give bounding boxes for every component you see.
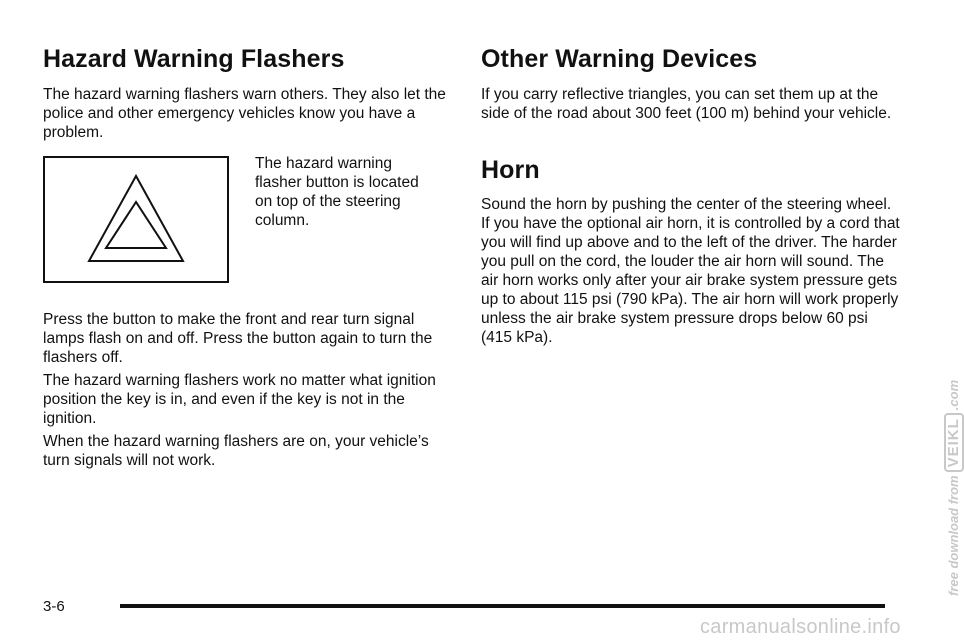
side-watermark: [944, 380, 964, 596]
watermark-prefix: free download from: [946, 475, 961, 596]
footer-divider: [120, 604, 885, 608]
hazard-paragraph-2: The hazard warning flashers work no matter what ignition position the key is in, and even if the key is not in the ignition.: [43, 372, 436, 427]
horn-paragraph: Sound the horn by pushing the center of the steering wheel. If you have the optional air horn, it is controlled by a cord that you will find up above and to the left of the driver. The harder you pull on the cord, the louder the air horn will sound. The air horn works only after your air brake system pressure gets up to about 115 psi (790 kPa). The air horn will work properly unless the air brake system pressure drops below 60 psi (415 kPa).: [481, 196, 900, 346]
hazard-paragraph-3: When the hazard warning flashers are on, your vehicle’s turn signals will not work.: [43, 433, 429, 469]
hazard-intro-paragraph: The hazard warning flashers warn others. They also let the police and other emergency vehicles know you have a problem.: [43, 86, 446, 141]
page-number: 3-6: [43, 598, 65, 615]
section-heading-horn: Horn: [481, 156, 540, 184]
watermark-brand: VEIKL: [944, 413, 964, 472]
watermark-suffix: .com: [946, 379, 961, 411]
figure-caption: The hazard warning flasher button is located on top of the steering column.: [255, 155, 419, 229]
other-warning-devices-paragraph: If you carry reflective triangles, you can set them up at the side of the road about 300 feet (100 m) behind your vehicle.: [481, 86, 892, 122]
hazard-paragraph-1: Press the button to make the front and rear turn signal lamps flash on and off. Press the button again to turn the flashers off.: [43, 311, 433, 366]
hazard-triangle-icon: [45, 158, 227, 281]
section-heading-other-warning-devices: Other Warning Devices: [481, 45, 758, 73]
hazard-button-illustration: [43, 156, 229, 283]
section-heading-hazard-flashers: Hazard Warning Flashers: [43, 45, 345, 73]
footer-site-watermark: carmanualsonline.info: [700, 616, 901, 638]
